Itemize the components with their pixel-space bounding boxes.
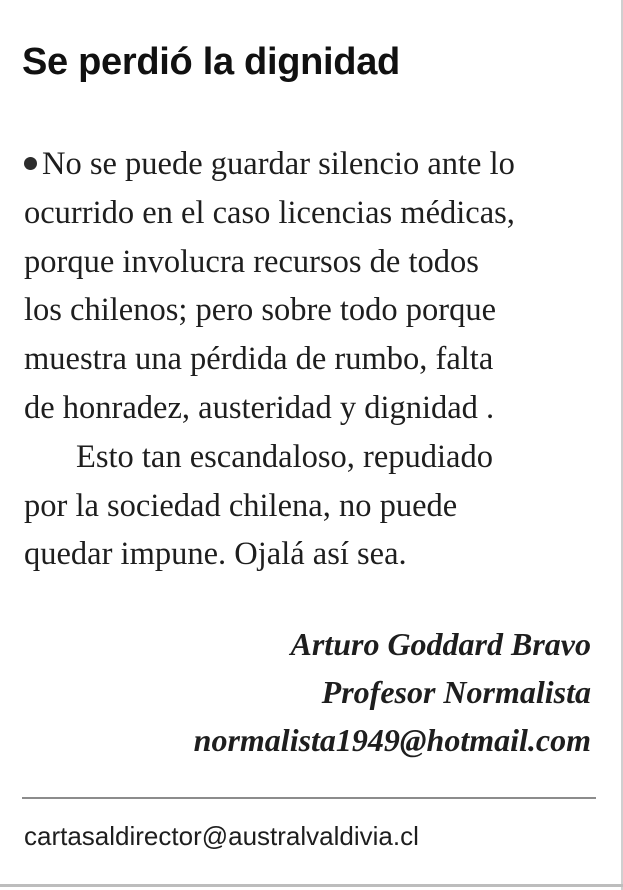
bullet-dot-icon bbox=[24, 157, 37, 170]
author-title: Profesor Normalista bbox=[321, 674, 591, 710]
body-line: Esto tan escandaloso, repudiado bbox=[76, 438, 493, 475]
body-line bbox=[24, 140, 596, 189]
letter-headline: Se perdió la dignidad bbox=[22, 41, 400, 83]
bottom-rule bbox=[0, 884, 623, 887]
letter-body bbox=[24, 140, 596, 579]
letters-editor-email[interactable]: cartasaldirector@australvaldivia.cl bbox=[24, 821, 419, 851]
author-email[interactable]: normalista1949@hotmail.com bbox=[193, 722, 591, 758]
author-name: Arturo Goddard Bravo bbox=[290, 626, 591, 662]
section-divider bbox=[22, 797, 596, 799]
letter-signature bbox=[194, 620, 591, 764]
body-line: quedar impune. Ojalá así sea. bbox=[24, 536, 407, 573]
body-line: de honradez, austeridad y dignidad . bbox=[24, 389, 495, 426]
body-line-text: No se puede guardar silencio ante lo bbox=[42, 146, 515, 182]
body-line: por la sociedad chilena, no puede bbox=[24, 487, 458, 524]
body-line: ocurrido en el caso licencias médicas, bbox=[24, 194, 515, 231]
body-line: los chilenos; pero sobre todo porque bbox=[24, 292, 497, 329]
body-line: porque involucra recursos de todos bbox=[24, 243, 479, 280]
body-line: muestra una pérdida de rumbo, falta bbox=[24, 341, 494, 378]
